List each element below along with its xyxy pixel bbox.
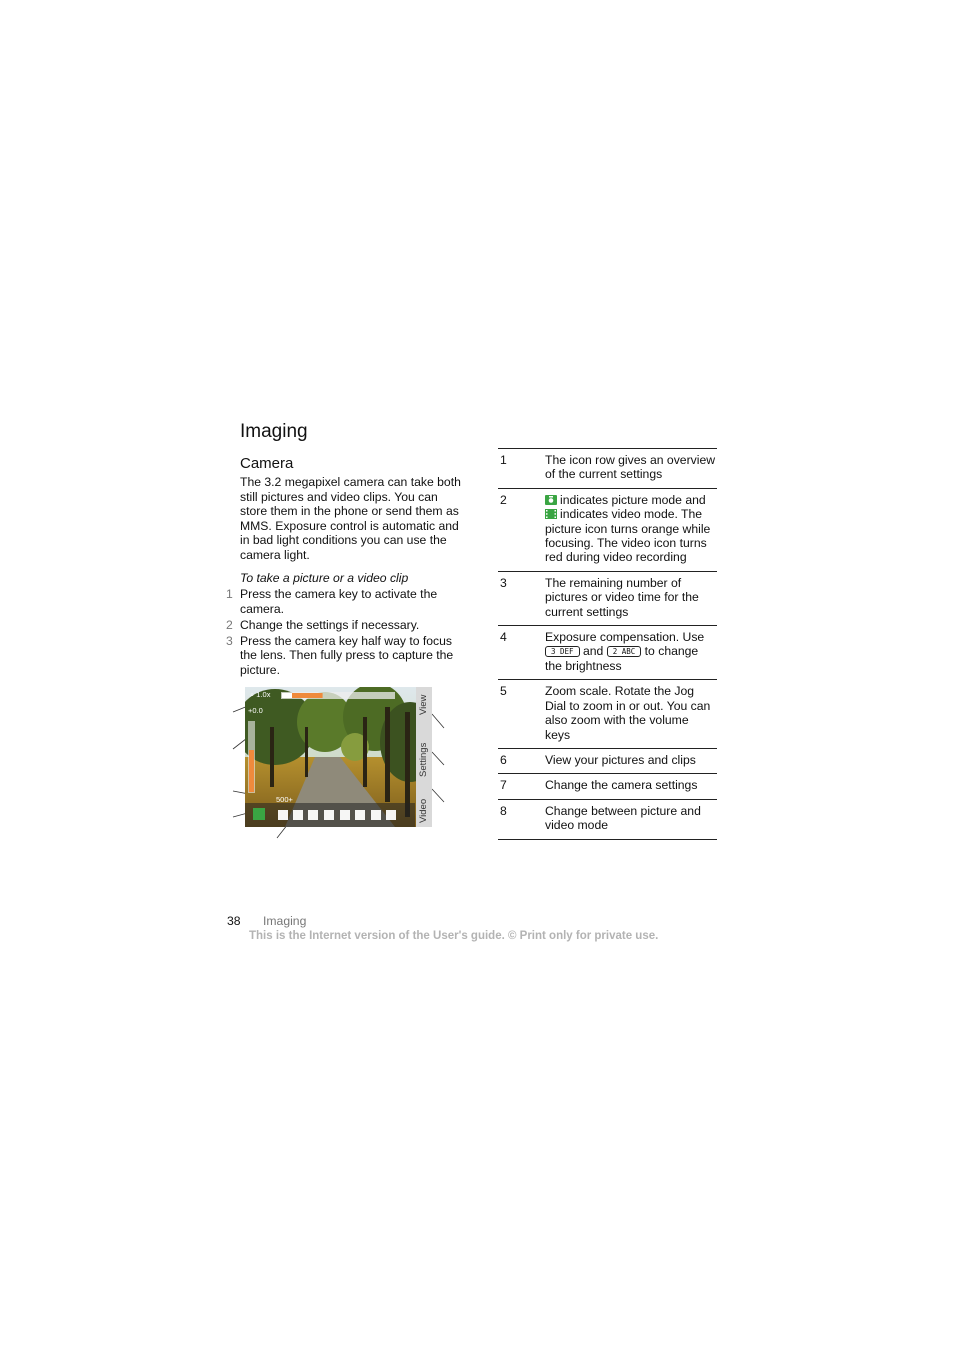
row-number: 7: [498, 774, 545, 799]
row-text: indicates picture mode and indicates video mode. The picture icon turns orange while focusing. The video icon turns red during video recording: [545, 488, 717, 571]
page-title: Imaging: [240, 421, 308, 442]
step-item: [226, 634, 462, 678]
page-number: 38: [227, 914, 241, 928]
table-row: [498, 449, 717, 489]
exposure-bar-fill: [249, 750, 254, 792]
running-header: Imaging: [263, 914, 307, 928]
table-row: [498, 680, 717, 749]
step-number: 1: [226, 587, 233, 601]
exposure-readout: +0.0: [248, 706, 263, 715]
step-item: [226, 618, 462, 633]
tab-video[interactable]: Video: [418, 798, 429, 823]
table-row: [498, 626, 717, 680]
row-text: View your pictures and clips: [545, 748, 717, 773]
step-text: Change the settings if necessary.: [240, 617, 420, 632]
side-tab-bar: [416, 687, 432, 827]
tab-view[interactable]: View: [418, 694, 429, 715]
step-item: [226, 587, 462, 616]
step-text: Press the camera key to activate the camera.: [240, 587, 438, 616]
row-number: 5: [498, 680, 545, 749]
step-number: 3: [226, 633, 233, 648]
tab-settings[interactable]: Settings: [418, 742, 429, 777]
remaining-count: 500+: [276, 795, 293, 804]
key-3-icon: 3 DEF: [545, 646, 580, 657]
zoom-readout: ⌕ 1.0x: [250, 690, 271, 699]
callout-legend-table: [498, 448, 717, 840]
row-number: 8: [498, 799, 545, 839]
row-text: Exposure compensation. Use 3 DEF and 2 ABC to change the brightness: [545, 626, 717, 680]
copyright-notice: This is the Internet version of the User's guide. © Print only for private use.: [249, 930, 659, 942]
camera-mode-icon: [545, 495, 557, 505]
row-text: The icon row gives an overview of the current settings: [545, 449, 717, 489]
row-number: 4: [498, 626, 545, 680]
step-text: Press the camera key half way to focus the lens. Then fully press to capture the picture.: [240, 633, 454, 677]
row-number: 2: [498, 488, 545, 571]
table-row: [498, 799, 717, 839]
table-row: [498, 748, 717, 773]
row-number: 6: [498, 748, 545, 773]
zoom-scale-fill: [292, 693, 323, 698]
step-list: [226, 587, 462, 679]
table-row: [498, 571, 717, 625]
row-text: Change the camera settings: [545, 774, 717, 799]
row-text: Change between picture and video mode: [545, 799, 717, 839]
video-mode-icon: [545, 509, 557, 519]
row-number: 1: [498, 449, 545, 489]
row-text: Zoom scale. Rotate the Jog Dial to zoom in or out. You can also zoom with the volume keys: [545, 680, 717, 749]
park-photo: [245, 687, 432, 827]
section-title: Camera: [240, 455, 294, 472]
table-row: [498, 774, 717, 799]
procedure-title: To take a picture or a video clip: [240, 571, 409, 585]
key-2-icon: 2 ABC: [607, 646, 642, 657]
camera-viewfinder-screenshot: [245, 687, 432, 827]
intro-paragraph: The 3.2 megapixel camera can take both still pictures and video clips. You can store them in the phone or send them as MMS. Exposure control is automatic and in bad light conditions you can use the camera light.: [240, 475, 461, 562]
table-row: [498, 488, 717, 571]
step-number: 2: [226, 617, 233, 632]
row-text: The remaining number of pictures or video time for the current settings: [545, 571, 717, 625]
row-number: 3: [498, 571, 545, 625]
